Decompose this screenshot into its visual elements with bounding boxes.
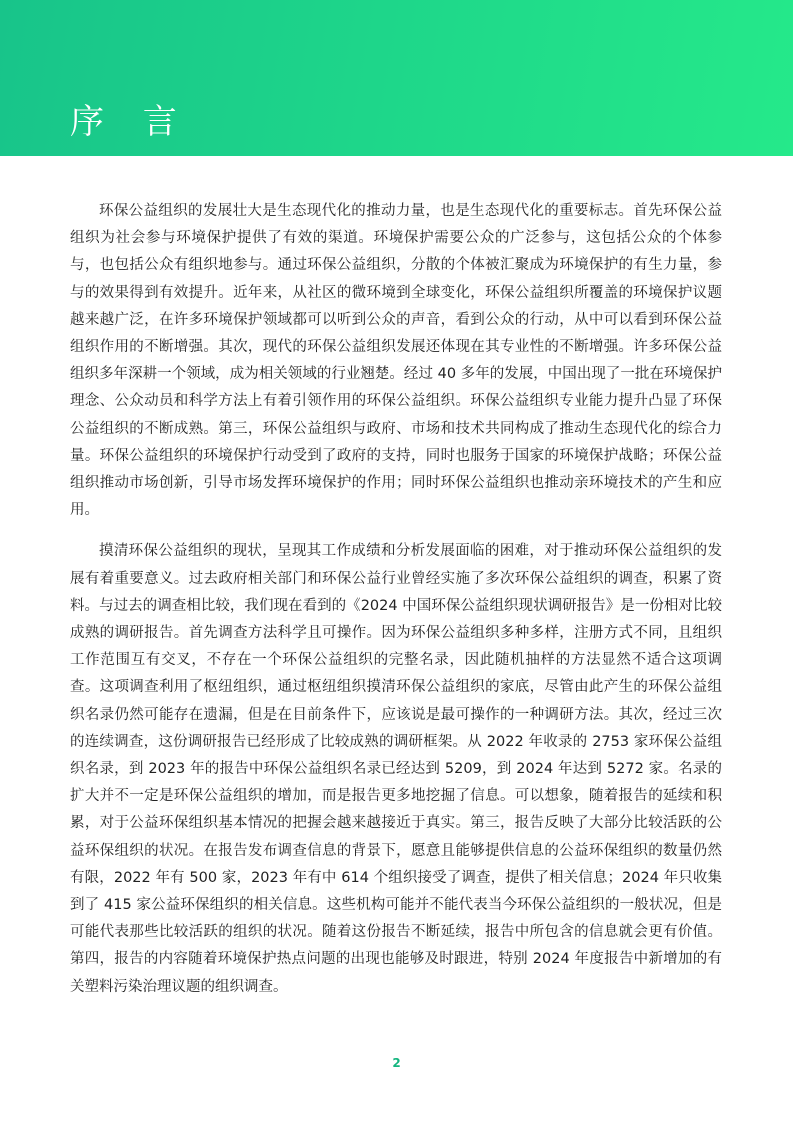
header-banner bbox=[0, 0, 793, 156]
paragraph-1: 环保公益组织的发展壮大是生态现代化的推动力量，也是生态现代化的重要标志。首先环保公益组织为社会参与环境保护提供了有效的渠道。环境保护需要公众的广泛参与，这包括公众的个体参与，也包括公众有组织地参与。通过环保公益组织，分散的个体被汇聚成为环境保护的有生力量，参与的效果得到有效提升。近年来，从社区的微环境到全球变化，环保公益组织所覆盖的环境保护议题越来越广泛，在许多环境保护领域都可以听到公众的声音，看到公众的行动，从中可以看到环保公益组织作用的不断增强。其次，现代的环保公益组织发展还体现在其专业性的不断增强。许多环保公益组织多年深耕一个领域，成为相关领域的行业翘楚。经过 40 多年的发展，中国出现了一批在环境保护理念、公众动员和科学方法上有着引领作用的环保公益组织。环保公益组织专业能力提升凸显了环保公益组织的不断成熟。第三，环保公益组织与政府、市场和技术共同构成了推动生态现代化的综合力量。环保公益组织的环境保护行动受到了政府的支持，同时也服务于国家的环境保护战略；环保公益组织推动市场创新，引导市场发挥环境保护的作用；同时环保公益组织也推动亲环境技术的产生和应用。 bbox=[70, 203, 722, 519]
page-title: 序 言 bbox=[70, 101, 191, 142]
body-text bbox=[70, 198, 722, 1001]
page-number: 2 bbox=[392, 1056, 401, 1070]
paragraph-2: 摸清环保公益组织的现状，呈现其工作成绩和分析发展面临的困难，对于推动环保公益组织的发展有着重要意义。过去政府相关部门和环保公益行业曾经实施了多次环保公益组织的调查，积累了资料。与过去的调查相比较，我们现在看到的《2024 中国环保公益组织现状调研报告》是一份相对比较成熟的调研报告。首先调查方法科学且可操作。因为环保公益组织多种多样，注册方式不同，且组织工作范围互有交叉，不存在一个环保公益组织的完整名录，因此随机抽样的方法显然不适合这项调查。这项调查利用了枢纽组织，通过枢纽组织摸清环保公益组织的家底，尽管由此产生的环保公益组织名录仍然可能存在遗漏，但是在目前条件下，应该说是最可操作的一种调研方法。其次，经过三次的连续调查，这份调研报告已经形成了比较成熟的调研框架。从 2022 年收录的 2753 家环保公益组织名录，到 2023 年的报告中环保公益组织名录已经达到 5209，到 2024 年达到 5272 家。名录的扩大并不一定是环保公益组织的增加，而是报告更多地挖掘了信息。可以想象，随着报告的延续和积累，对于公益环保组织基本情况的把握会越来越接近于真实。第三，报告反映了大部分比较活跃的公益环保组织的状况。在报告发布调查信息的背景下，愿意且能够提供信息的公益环保组织的数量仍然有限，2022 年有 500 家，2023 年有中 614 个组织接受了调查，提供了相关信息；2024 年只收集到了 415 家公益环保组织的相关信息。这些机构可能并不能代表当今环保公益组织的一般状况，但是可能代表那些比较活跃的组织的状况。随着这份报告不断延续，报告中所包含的信息就会更有价值。第四，报告的内容随着环境保护热点问题的出现也能够及时跟进，特别 2024 年度报告中新增加的有关塑料污染治理议题的组织调查。 bbox=[70, 543, 722, 995]
